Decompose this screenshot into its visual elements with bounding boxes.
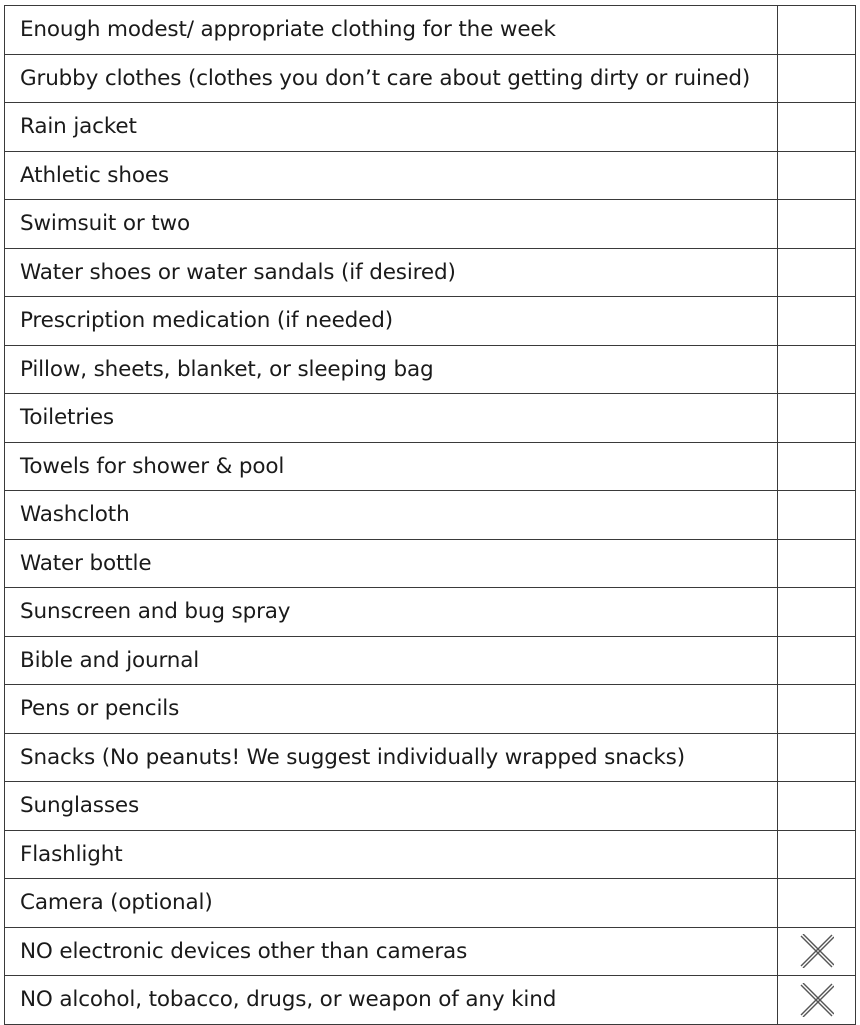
checklist-item-label: Washcloth [5, 491, 778, 540]
checklist-row [5, 830, 856, 879]
checkbox-cell[interactable] [778, 733, 856, 782]
checklist-item-label: NO electronic devices other than cameras [5, 927, 778, 976]
checklist-row [5, 200, 856, 249]
checklist-item-label: Athletic shoes [5, 151, 778, 200]
checklist-item-label: NO alcohol, tobacco, drugs, or weapon of any kind [5, 976, 778, 1025]
checklist-row [5, 151, 856, 200]
checklist-row [5, 442, 856, 491]
x-mark-icon [800, 934, 834, 968]
checklist-item-label: Snacks (No peanuts! We suggest individually wrapped snacks) [5, 733, 778, 782]
checkbox-cell[interactable] [778, 830, 856, 879]
checklist-row [5, 976, 856, 1025]
checklist-item-label: Pens or pencils [5, 685, 778, 734]
checklist-row [5, 491, 856, 540]
checklist-item-label: Rain jacket [5, 103, 778, 152]
checkbox-cell[interactable] [778, 345, 856, 394]
checklist-item-label: Enough modest/ appropriate clothing for the week [5, 6, 778, 55]
checklist-row [5, 103, 856, 152]
checkbox-cell[interactable] [778, 103, 856, 152]
checkbox-cell[interactable] [778, 491, 856, 540]
checkbox-cell[interactable] [778, 394, 856, 443]
checklist-row [5, 297, 856, 346]
checklist-row [5, 733, 856, 782]
checkbox-cell[interactable] [778, 976, 856, 1025]
checklist-row [5, 248, 856, 297]
checklist-item-label: Water shoes or water sandals (if desired) [5, 248, 778, 297]
checklist-body [5, 6, 856, 1025]
checklist-row [5, 539, 856, 588]
checkbox-cell[interactable] [778, 442, 856, 491]
checklist-row [5, 879, 856, 928]
checkbox-cell[interactable] [778, 685, 856, 734]
checklist-row [5, 54, 856, 103]
checklist-item-label: Grubby clothes (clothes you don’t care about getting dirty or ruined) [5, 54, 778, 103]
checklist-row [5, 685, 856, 734]
checklist-item-label: Pillow, sheets, blanket, or sleeping bag [5, 345, 778, 394]
checkbox-cell[interactable] [778, 539, 856, 588]
checkbox-cell[interactable] [778, 151, 856, 200]
checkbox-cell[interactable] [778, 927, 856, 976]
packing-checklist-table [4, 5, 856, 1025]
checklist-item-label: Toiletries [5, 394, 778, 443]
checklist-item-label: Prescription medication (if needed) [5, 297, 778, 346]
checkbox-cell[interactable] [778, 297, 856, 346]
checklist-row [5, 782, 856, 831]
checklist-row [5, 636, 856, 685]
checkbox-cell[interactable] [778, 200, 856, 249]
checkbox-cell[interactable] [778, 54, 856, 103]
checkbox-cell[interactable] [778, 879, 856, 928]
checklist-item-label: Swimsuit or two [5, 200, 778, 249]
checklist-row [5, 345, 856, 394]
checklist-item-label: Water bottle [5, 539, 778, 588]
checkbox-cell[interactable] [778, 782, 856, 831]
checklist-row [5, 927, 856, 976]
checklist-item-label: Bible and journal [5, 636, 778, 685]
x-mark-icon [800, 983, 834, 1017]
checklist-row [5, 588, 856, 637]
checklist-row [5, 6, 856, 55]
checkbox-cell[interactable] [778, 6, 856, 55]
checkbox-cell[interactable] [778, 588, 856, 637]
checkbox-cell[interactable] [778, 248, 856, 297]
checklist-row [5, 394, 856, 443]
checklist-item-label: Sunglasses [5, 782, 778, 831]
checklist-item-label: Camera (optional) [5, 879, 778, 928]
checklist-item-label: Flashlight [5, 830, 778, 879]
checklist-item-label: Sunscreen and bug spray [5, 588, 778, 637]
checkbox-cell[interactable] [778, 636, 856, 685]
checklist-item-label: Towels for shower & pool [5, 442, 778, 491]
